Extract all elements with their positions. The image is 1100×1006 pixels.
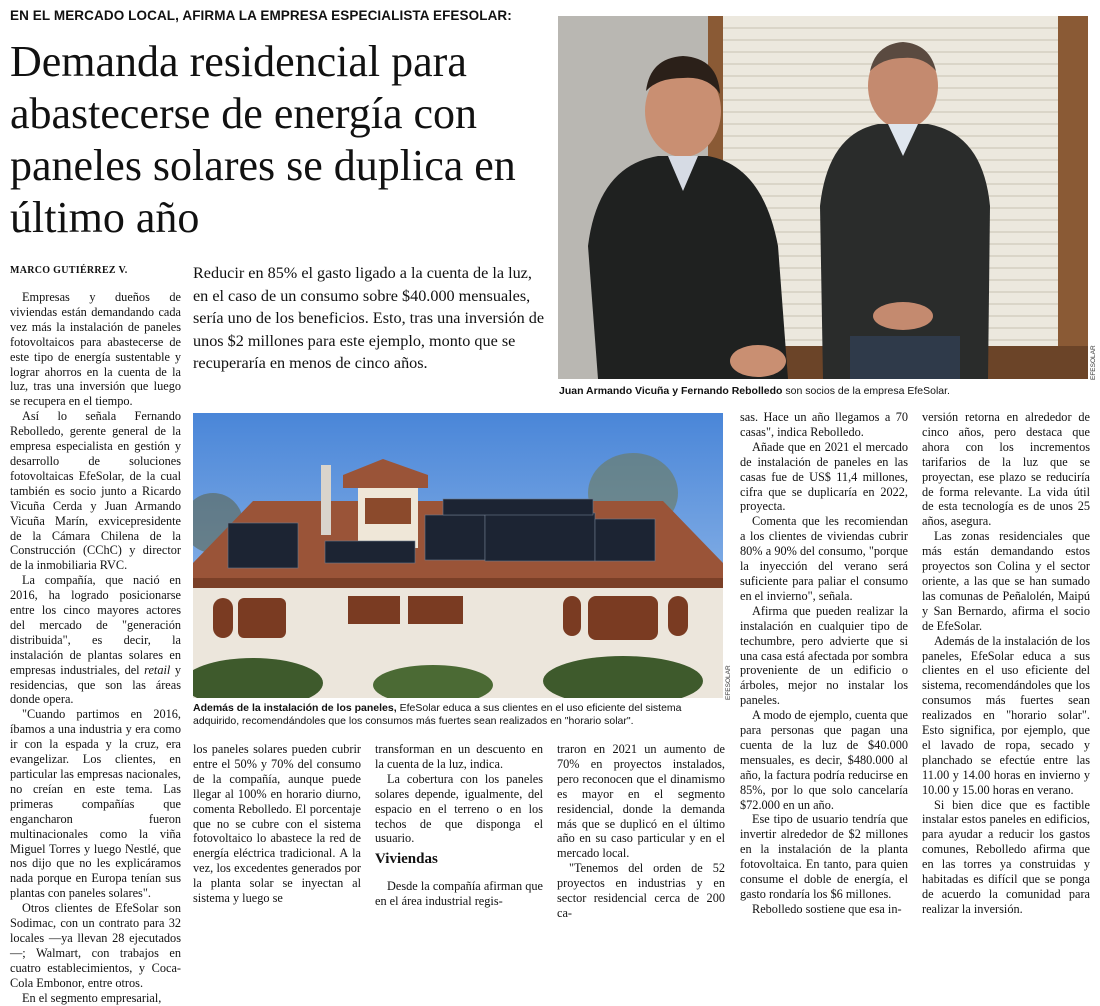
column-3: transforman en un descuento en la cuenta de la luz, indica. La cobertura con los paneles solares depende, igualmente, del espacio en el terreno o en los techos de que disponga el usuario. Viviendas Desde la compañía afirman que en el área industrial regis- [375,742,543,909]
column-5: sas. Hace un año llegamos a 70 casas", indica Rebolledo. Añade que en 2021 el mercado de instalación de paneles en las casas fue de US$ 11,4 millones, cifra que se duplicaría en 2022, proyecta. Comenta que les recomiendan a los clientes de viviendas cubrir 80% a 90% del consumo, "porque la inyección del verano será suficiente para paliar el consumo en el invierno", señala. Afirma que pueden realizar la instalación en cualquier tipo de techumbre, pero advierte que si una casa está afectada por sombra proveniente de un edificio o árboles, mejor no instalar los paneles. A modo de ejemplo, cuenta que para personas que pagan una cuenta de la luz de $40.000 mensuales, es decir, $480.000 al año, la factura podría reducirse en 85%, por lo que solo cancelaría $72.000 en un año. Ese tipo de usuario tendría que invertir alrededor de $2 millones en la instalación de la planta fotovoltaica. En tanto, para quien consume el doble de energía, el gasto rondaría los $6 millones. Rebolledo sostiene que esa in- [740,410,908,916]
house-photo [193,413,723,698]
house-photo-credit: EFESOLAR [725,665,732,700]
column-2: los paneles solares pueden cubrir entre el 50% y 70% del consumo de la compañía, aunque puede llegar al 100% en horario diurno, comenta Rebolledo. El porcentaje que no se cubre con el sistema fotovoltaico lo abastece la red de energía eléctrica tradicional. A la vez, los excedentes generados por la planta solar se inyectan al sistema y luego se [193,742,361,906]
photo-credit: EFESOLAR [1090,345,1097,380]
kicker: EN EL MERCADO LOCAL, AFIRMA LA EMPRESA ESPECIALISTA EFESOLAR: [10,8,512,23]
house-caption: Además de la instalación de los paneles, EfeSolar educa a sus clientes en el uso eficiente del sistema adquirido, recomendándoles que los consumos más fuertes sean realizados en "horario solar". [193,702,682,727]
byline: MARCO GUTIÉRREZ V. [10,265,128,276]
portrait-caption: Juan Armando Vicuña y Fernando Rebolledo son socios de la empresa EfeSolar. [559,385,950,397]
lead-paragraph: Reducir en 85% el gasto ligado a la cuenta de la luz, en el caso de un consumo sobre $40.000 mensuales, sería uno de los beneficios. Esto, tras una inversión de unos $2 millones para este ejemplo, monto que se recuperaría en menos de cinco años. [193,264,545,373]
column-6: versión retorna en alrededor de cinco años, pero destaca que ahora con los incrementos tarifarios de la luz que se proyectan, ese plazo se reduciría de forma relevante. La vida útil de esta tecnología es de unos 25 años, asegura. Las zonas residenciales que más están demandando estos proyectos son Colina y el sector oriente, a las que se han sumado las comunas de Peñalolén, Maipú y San Bernardo, afirma el socio de EfeSolar. Además de la instalación de los paneles, EfeSolar educa a sus clientes en el uso eficiente del sistema, recomendándoles que los consumos más fuertes sean realizados en "horario solar". Esto significa, por ejemplo, que el lavado de ropa, secado y planchado se efectúe entre las 11.00 y 14.00 horas en invierno y 10.00 y 15.00 horas en verano. Si bien dice que es factible instalar estos paneles en edificios, para ayudar a reducir los gastos comunes, Rebolledo afirma que en las torres ya construidas y habitadas es difícil que se ponga de acuerdo la comunidad para realizar la inversión. [922,410,1090,916]
column-4: traron en 2021 un aumento de 70% en proyectos instalados, pero reconocen que el dinamismo es mayor en el segmento residencial, donde la demanda más que se duplicó en el último año en su caso particular y en el mercado local. "Tenemos del orden de 52 proyectos en industrias y en sector residencial cerca de 200 ca- [557,742,725,920]
portrait-photo [558,16,1088,379]
section-heading-viviendas: Viviendas [375,851,438,868]
paragraph-3: La compañía, que nació en 2016, ha logrado posicionarse entre los cinco mayores actores del mercado de "generación distribuida", es decir, la instalación de plantas solares en empresas industriales, del retail y residencias, que son las áreas donde opera. [10,573,181,707]
column-1: Empresas y dueños de viviendas están demandando cada vez más la instalación de paneles fotovoltaicos para abastecerse de este tipo de energía sustentable y lograr ahorros en la cuenta de la luz, tras una inversión que luego se recupera en el tiempo. Así lo señala Fernando Rebolledo, gerente general de la empresa especialista en gestión y desarrollo de soluciones fotovoltaicas EfeSolar, de la cual también es socio junto a Ricardo Vicuña Cerda y Juan Armando Vicuña Marín, exvicepresidente de la Cámara Chilena de la Construcción (CChC) y director de la inmobiliaria RVC. La compañía, que nació en 2016, ha logrado posicionarse entre los cinco mayores actores del mercado de "generación distribuida", es decir, la instalación de plantas solares en empresas industriales, del retail y residencias, que son las áreas donde opera. "Cuando partimos en 2016, íbamos a una industria y era como ir con la espada y la cruz, era evangelizar. Los clientes, en particular las empresas nacionales, no creían en este tema. Las primeras compañías que engancharon fueron multinacionales como la viña Miguel Torres y luego Nestlé, que nos dijo que no les explicáramos nada porque en Europa tenían sus plantas con paneles solares". Otros clientes de EfeSolar son Sodimac, con un contrato para 32 locales —ya llevan 28 ejecutados—; Walmart, con trabajos en cuatro establecimientos, y Coca-Cola Embonor, entre otros. En el segmento empresarial, [10,290,181,1005]
headline: Demanda residencial para abastecerse de energía con paneles solares se duplica en último año [10,37,516,242]
